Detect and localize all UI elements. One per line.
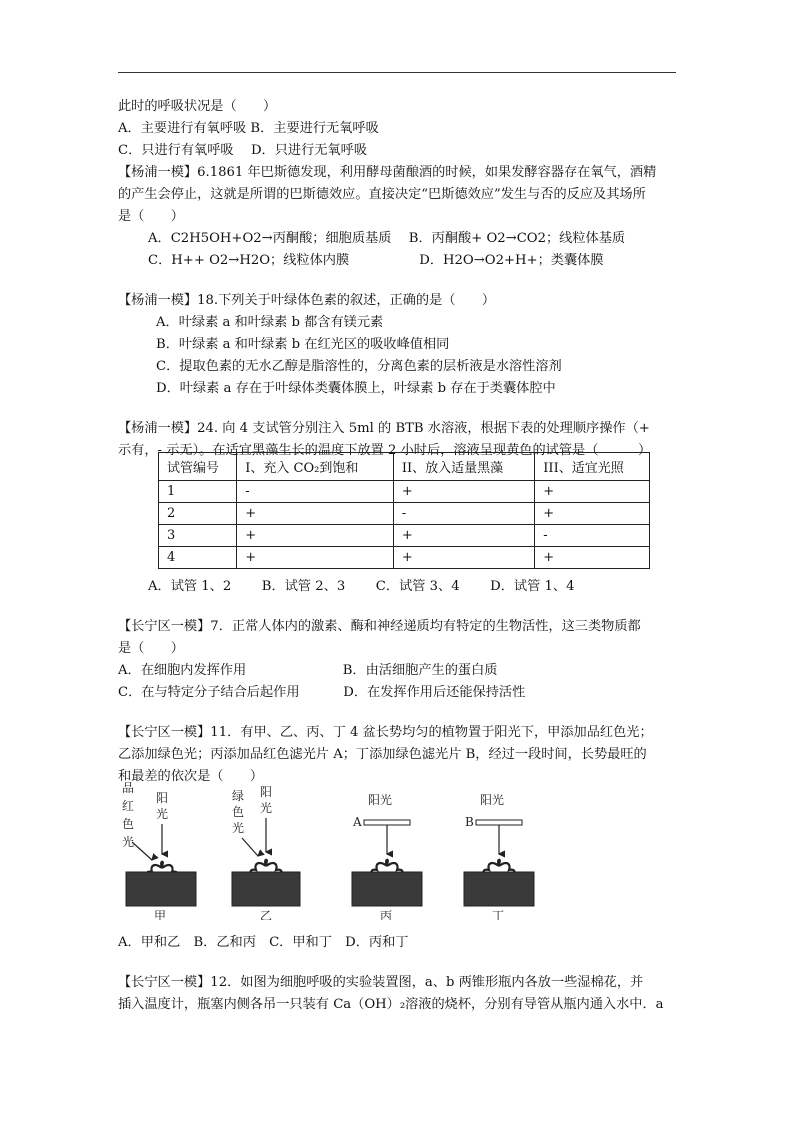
table-cell: + [237,503,394,525]
text-line: 示有，- 示无）。在适宜黑藻生长的温度下放置 2 小时后，溶液呈现黄色的试管是（ ） [118,443,652,458]
side-label-char: 色 [232,805,245,819]
text-line: 此时的呼吸状况是（ ） [118,99,277,114]
side-label-char: 红 [122,799,135,813]
added-light-arrow [242,838,258,856]
text-line: 【长宁区一模】7．正常人体内的激素、酶和神经递质均有特定的生物活性，这三类物质都 [118,619,641,634]
table-cell: 2 [159,503,237,525]
sun-label-char: 阳 [260,785,273,799]
sun-label: 阳光 [480,793,505,807]
table-cell: + [535,481,650,503]
table-cell: + [393,481,534,503]
pot-soil [232,872,300,906]
text-line: 【长宁区一模】11．有甲、乙、丙、丁 4 盆长势均匀的植物置于阳光下，甲添加品红色光； [118,725,653,740]
pot-yi [232,785,300,920]
filter-plate [476,820,522,825]
sun-label-char: 光 [156,807,169,821]
text-line: 的产生会停止，这就是所谓的巴斯德效应。直接决定“巴斯德效应”发生与否的反应及其场所 [118,187,646,202]
table-header-cell: II、放入适量黑藻 [393,453,534,481]
text-line: 乙添加绿色光；丙添加品红色滤光片 A；丁添加绿色滤光片 B，经过一段时间，长势最旺的 [118,747,647,762]
text-line: C．H++ O2→H2O；线粒体内膜 D．H2O→O2+H+；类囊体膜 [148,253,604,268]
table-cell: 3 [159,525,237,547]
filter-label: B [465,815,474,829]
side-label-char: 光 [122,835,135,849]
table-cell: + [393,547,534,569]
text-line: A．C2H5OH+O2→丙酮酸；细胞质基质 B．丙酮酸+ O2→CO2；线粒体基质 [148,231,626,246]
text-line: D．叶绿素 a 存在于叶绿体类囊体膜上，叶绿素 b 存在于类囊体腔中 [156,381,556,396]
table-row [159,503,650,525]
table-cell: + [535,503,650,525]
pot-soil [464,872,534,906]
table-cell: 1 [159,481,237,503]
table-cell: + [535,547,650,569]
table-cell: - [393,503,534,525]
side-label-char: 品 [122,781,135,795]
side-label-char: 绿 [232,789,245,803]
text-line: 和最差的依次是（ ） [118,769,264,784]
table-cell: + [393,525,534,547]
table-cell: 4 [159,547,237,569]
pot-bing [352,792,422,920]
table-header-cell: 试管编号 [159,453,237,481]
table-cell: + [237,525,394,547]
pot-jia [122,781,196,920]
text-line: 【杨浦一模】24. 向 4 支试管分别注入 5ml 的 BTB 水溶液，根据下表的处理顺序操作（+ [118,421,650,436]
table-cell: + [237,547,394,569]
sun-label-char: 光 [260,801,273,815]
text-line: C．只进行有氧呼吸 D．只进行无氧呼吸 [118,143,368,158]
text-line: A．叶绿素 a 和叶绿素 b 都含有镁元素 [156,315,384,330]
header-rule [118,72,676,73]
pot-soil [126,872,196,906]
table-row [159,547,650,569]
pot-label: 丙 [380,909,393,920]
test-tube-table [158,452,650,569]
filter-plate [364,820,410,825]
sun-label-char: 阳 [156,791,169,805]
text-line: A．主要进行有氧呼吸 B．主要进行无氧呼吸 [118,121,379,136]
sun-label: 阳光 [368,793,393,807]
table-row [159,481,650,503]
table-header-cell: I、充入 CO₂到饱和 [237,453,394,481]
pot-label: 乙 [260,909,273,920]
text-line: C．提取色素的无水乙醇是脂溶性的，分离色素的层析液是水溶性溶剂 [156,359,562,374]
filter-label: A [353,815,362,829]
pot-ding [464,792,534,920]
side-label-char: 色 [122,817,135,831]
text-line: A．在细胞内发挥作用 B．由活细胞产生的蛋白质 [118,663,498,678]
text-line: A．试管 1、2 B．试管 2、3 C．试管 3、4 D．试管 1、4 [148,579,575,594]
text-line: A．甲和乙 B．乙和丙 C．甲和丁 D．丙和丁 [118,935,409,950]
plant-pots-figure [118,780,638,920]
text-line: 【杨浦一模】6.1861 年巴斯德发现，利用酵母菌酿酒的时候，如果发酵容器存在氧气，酒精 [118,165,657,180]
text-line: 插入温度计，瓶塞内侧各吊一只装有 Ca（OH）₂溶液的烧杯，分别有导管从瓶内通入水中．a [118,997,664,1012]
table-cell: - [535,525,650,547]
text-line: 是（ ） [118,641,184,656]
pot-label: 甲 [154,909,167,920]
added-light-arrow [132,842,152,860]
table-cell: - [237,481,394,503]
text-line: C．在与特定分子结合后起作用 D．在发挥作用后还能保持活性 [118,685,526,700]
text-line: 【杨浦一模】18.下列关于叶绿体色素的叙述，正确的是（ ） [118,293,496,308]
table-row [159,525,650,547]
pot-label: 丁 [492,909,505,920]
text-line: B．叶绿素 a 和叶绿素 b 在红光区的吸收峰值相同 [156,337,450,352]
text-line: 【长宁区一模】12．如图为细胞呼吸的实验装置图，a、b 两锥形瓶内各放一些湿棉花，并 [118,975,644,990]
pot-soil [352,872,422,906]
table-header-row [159,453,650,481]
table-header-cell: III、适宜光照 [535,453,650,481]
text-line: 是（ ） [118,209,184,224]
side-label-char: 光 [232,821,245,835]
